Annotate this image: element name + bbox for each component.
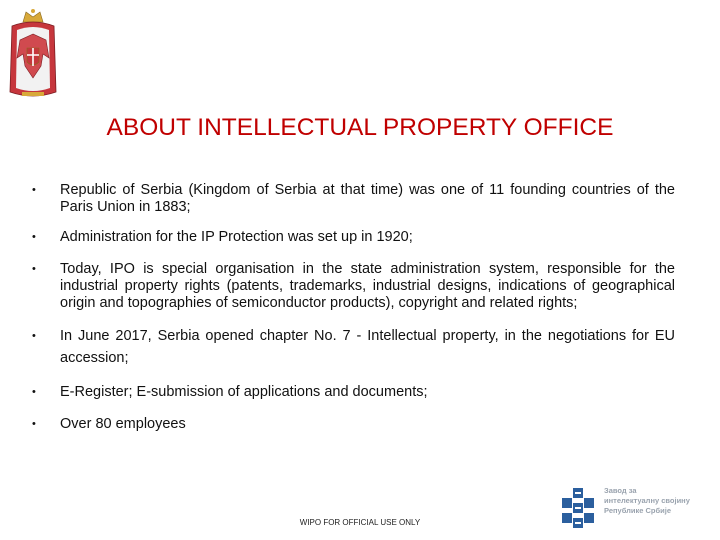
footer-notice: WIPO FOR OFFICIAL USE ONLY (299, 518, 421, 527)
list-item (30, 229, 675, 246)
bullet-text: Over 80 employees (60, 416, 186, 432)
bullet-marker: • (32, 386, 36, 398)
list-item (30, 325, 675, 369)
bullet-marker: • (32, 330, 36, 342)
list-item (30, 182, 675, 216)
bullet-text: Republic of Serbia (Kingdom of Serbia at that time) was one of 11 founding countries of the Paris Union in 1883; (60, 182, 675, 215)
list-item (30, 416, 675, 433)
logo-line: интелектуалну својину (604, 496, 690, 505)
slide-title: ABOUT INTELLECTUAL PROPERTY OFFICE (106, 114, 614, 141)
bullet-text: E-Register; E-submission of applications and documents; (60, 384, 428, 400)
bullet-marker: • (32, 263, 36, 275)
list-item (30, 384, 675, 401)
bullet-marker: • (32, 231, 36, 243)
bullet-marker: • (32, 184, 36, 196)
logo-line: Завод за (604, 486, 637, 495)
logo-line: Републике Србије (604, 506, 672, 515)
bullet-list (30, 182, 675, 433)
bullet-text: Administration for the IP Protection was set up in 1920; (60, 229, 413, 245)
bullet-marker: • (32, 418, 36, 430)
bullet-text: In June 2017, Serbia opened chapter No. 7 - Intellectual property, in the negotiations for EU accession; (60, 328, 675, 366)
coat-of-arms-icon (8, 8, 58, 104)
list-item (30, 261, 675, 312)
ipo-logo-text (604, 486, 714, 516)
bullet-text: Today, IPO is special organisation in the state administration system, responsible for the industrial property rights (patents, trademarks, industrial designs, indications of geographical origin and topographies of semiconductor products), copyright and related rights; (60, 261, 675, 311)
